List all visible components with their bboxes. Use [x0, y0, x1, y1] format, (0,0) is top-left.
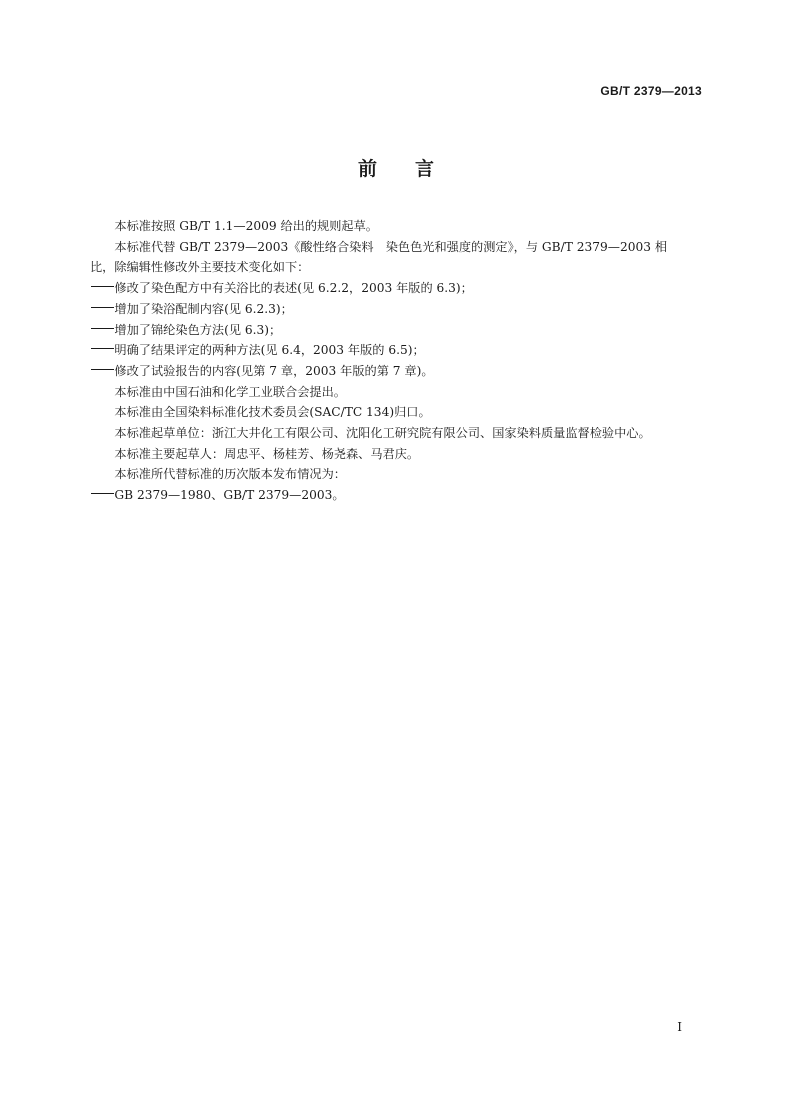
paragraph-drafting-units: 本标准起草单位：浙江大井化工有限公司、沈阳化工研究院有限公司、国家染料质量监督检验中心。 [114, 426, 651, 441]
paragraph-replacement-continued: 比，除编辑性修改外主要技术变化如下： [90, 260, 310, 275]
page-number: I [677, 1020, 682, 1034]
paragraph-replacement: 本标准代替 GB/T 2379—2003《酸性络合染料 染色色光和强度的测定》，与 GB/T 2379—2003 相 [114, 239, 668, 254]
change-item-text: 修改了染色配方中有关浴比的表述(见 6.2.2，2003 年版的 6.3)； [114, 281, 473, 296]
change-item [90, 278, 704, 299]
dash-marker [90, 361, 114, 376]
change-item-text: 明确了结果评定的两种方法(见 6.4，2003 年版的 6.5)； [114, 343, 425, 358]
dash-marker [90, 278, 114, 293]
change-item-text: 增加了锦纶染色方法(见 6.3)； [114, 322, 282, 337]
dash-marker [90, 320, 114, 335]
history-item [90, 485, 704, 506]
paragraph-committee: 本标准由全国染料标准化技术委员会(SAC/TC 134)归口。 [114, 405, 431, 420]
change-item-text: 修改了试验报告的内容(见第 7 章，2003 年版的第 7 章)。 [114, 363, 434, 378]
change-item [90, 340, 704, 361]
title-char-1: 前 [357, 158, 377, 180]
standard-code: GB/T 2379—2013 [600, 84, 702, 98]
change-item [90, 320, 704, 341]
paragraph-drafters: 本标准主要起草人：周忠平、杨桂芳、杨尧森、马君庆。 [114, 446, 420, 461]
paragraph-proposer: 本标准由中国石油和化学工业联合会提出。 [114, 384, 346, 399]
page-title [0, 154, 792, 181]
change-item [90, 361, 704, 382]
dash-marker [90, 299, 114, 314]
dash-marker [90, 485, 114, 500]
dash-marker [90, 340, 114, 355]
paragraph-history: 本标准所代替标准的历次版本发布情况为： [114, 467, 346, 482]
foreword-body [90, 216, 704, 506]
title-char-2: 言 [415, 158, 435, 180]
change-item [90, 299, 704, 320]
history-item-text: GB 2379—1980、GB/T 2379—2003。 [114, 488, 345, 503]
change-item-text: 增加了染浴配制内容(见 6.2.3)； [114, 301, 293, 316]
paragraph-drafting-rule: 本标准按照 GB/T 1.1—2009 给出的规则起草。 [114, 219, 378, 233]
